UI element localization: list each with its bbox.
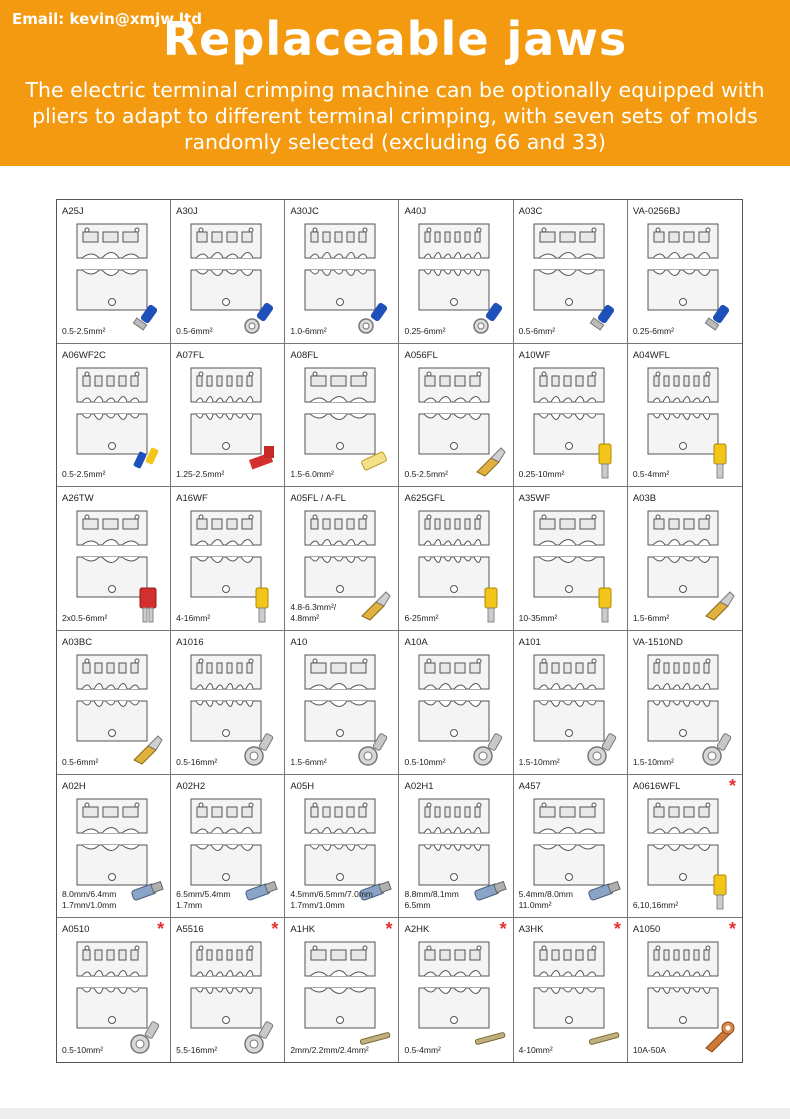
bnc-connector-icon: [242, 873, 280, 911]
jaw-cell: [628, 918, 742, 1062]
jaw-cell: [171, 487, 285, 631]
jaw-cell: [514, 200, 628, 344]
jaw-spec-label: 5.4mm/8.0mm 11.0mm²: [518, 889, 573, 911]
jaw-cell: [285, 631, 399, 775]
ring-lug-icon: [356, 730, 394, 768]
jaw-spec-label: 0.5-6mm²: [518, 325, 556, 336]
jaw-spec-label: 1.5-10mm²: [632, 756, 674, 767]
jaw-model-label: A3HK: [518, 924, 544, 936]
jaw-spec-label: 0.5-10mm²: [404, 756, 446, 767]
jaw-model-label: A05FL / A-FL: [290, 493, 346, 505]
jaw-model-label: A1050: [632, 924, 661, 936]
jaw-model-label: A10: [290, 637, 308, 648]
open-barrel-icon: [356, 586, 394, 624]
asterisk-mark-icon: *: [499, 919, 507, 940]
header-banner: [0, 0, 790, 166]
page-title: Replaceable jaws: [162, 12, 628, 66]
jaw-spec-label: 0.5-10mm²: [62, 1045, 104, 1055]
jaw-cell: [285, 200, 399, 344]
jaw-cell: [285, 344, 399, 488]
yellow-ferrule-icon: [585, 586, 623, 624]
jaw-cell: [514, 775, 628, 919]
bnc-connector-icon: [128, 873, 166, 911]
jaw-cell: [57, 775, 171, 919]
jaw-cell: [628, 775, 742, 919]
asterisk-mark-icon: *: [157, 919, 165, 940]
asterisk-mark-icon: *: [728, 919, 736, 940]
jaw-spec-label: 10-35mm²: [518, 613, 558, 623]
jaw-spec-label: 6.5mm/5.4mm 1.7mm: [176, 889, 231, 911]
jaw-cell: [57, 918, 171, 1062]
yellow-ferrule-icon: [242, 586, 280, 624]
jaw-model-label: VA-1510ND: [632, 637, 683, 648]
open-barrel-icon: [471, 442, 509, 480]
jaw-model-label: A30J: [176, 206, 198, 217]
jaw-model-label: A625GFL: [404, 493, 446, 505]
jaw-cell: [628, 631, 742, 775]
jaw-model-label: A2HK: [404, 924, 430, 936]
jaw-model-label: A05H: [290, 780, 315, 792]
jaw-spec-label: 4.8-6.3mm²/ 4.8mm²: [290, 602, 337, 623]
ring-lug-icon: [242, 730, 280, 768]
jaw-model-label: A06WF2C: [62, 349, 106, 361]
jaw-spec-label: 0.5-4mm²: [632, 469, 670, 480]
jaw-model-label: A03B: [632, 493, 657, 505]
jaw-cell: [628, 344, 742, 488]
jaw-model-label: A10WF: [518, 349, 551, 361]
jaw-spec-label: 10A-50A: [632, 1045, 666, 1055]
jaw-model-label: A457: [518, 780, 541, 792]
jaw-model-label: A0510: [62, 924, 90, 936]
ring-lug-icon: [585, 730, 623, 768]
blue-ring-icon: [471, 299, 509, 337]
jaw-spec-label: 8.8mm/8.1mm 6.5mm: [404, 889, 459, 911]
jaw-model-label: A08FL: [290, 349, 319, 361]
jaw-model-label: A1016: [176, 637, 204, 648]
jaw-spec-label: 1.5-6mm²: [632, 613, 670, 623]
jaw-spec-label: 6-25mm²: [404, 613, 439, 623]
jaw-cell: [514, 631, 628, 775]
red-flag-icon: [242, 442, 280, 480]
jaw-spec-label: 1.5-6mm²: [290, 756, 327, 767]
jaw-model-label: A0616WFL: [632, 780, 681, 792]
jaw-model-label: A03C: [518, 206, 543, 217]
jaw-model-label: A26TW: [62, 493, 94, 505]
jaw-spec-label: 1.5-10mm²: [518, 756, 560, 767]
jaw-spec-label: 0.5-4mm²: [404, 1045, 441, 1055]
jaw-model-label: A04WFL: [632, 349, 670, 361]
open-barrel-icon: [128, 730, 166, 768]
page-subtitle: The electric terminal crimping machine can be optionally equipped with pliers to adapt to different terminal crimping, with seven sets of molds randomly selected (excluding 66 and 33): [25, 78, 765, 154]
jaw-model-label: A056FL: [404, 349, 438, 361]
jaw-model-label: VA-0256BJ: [632, 206, 681, 217]
jaw-spec-label: 4.5mm/6.5mm/7.0mm 1.7mm/1.0mm: [290, 889, 373, 911]
jaw-spec-label: 0.25-10mm²: [518, 469, 565, 480]
jaw-cell: [57, 344, 171, 488]
jaw-spec-label: 0.5-2.5mm²: [62, 469, 106, 480]
blue-spade-icon: [585, 299, 623, 337]
jaw-spec-label: 5.5-16mm²: [176, 1045, 218, 1055]
jaw-cell: [628, 487, 742, 631]
jaw-model-label: A07FL: [176, 349, 205, 361]
jaw-cell: [57, 487, 171, 631]
footer-divider: [0, 1108, 790, 1119]
asterisk-mark-icon: *: [271, 919, 279, 940]
jaw-spec-label: 0.5-6mm²: [62, 756, 99, 767]
jaw-cell: [171, 200, 285, 344]
jaw-cell: [399, 918, 513, 1062]
ring-lug-icon: [700, 730, 738, 768]
jaw-cell: [57, 631, 171, 775]
jaw-cell: [285, 918, 399, 1062]
jaw-model-label: A10A: [404, 637, 428, 648]
jaw-spec-label: 1.5-6.0mm²: [290, 469, 334, 480]
asterisk-mark-icon: *: [728, 775, 736, 796]
asterisk-mark-icon: *: [613, 919, 621, 940]
jaw-cell: [57, 200, 171, 344]
jaw-spec-label: 8.0mm/6.4mm 1.7mm/1.0mm: [62, 889, 117, 911]
bnc-connector-icon: [585, 873, 623, 911]
jaw-spec-label: 0.5-6mm²: [176, 325, 213, 336]
jaw-model-label: A40J: [404, 206, 427, 217]
jaw-model-label: A5516: [176, 924, 204, 936]
jaw-cell: [514, 918, 628, 1062]
jaw-spec-label: 0.25-6mm²: [404, 325, 446, 336]
jaw-cell: [285, 775, 399, 919]
jaw-model-label: A35WF: [518, 493, 551, 505]
jaw-spec-label: 0.5-16mm²: [176, 756, 218, 767]
red-twin-ferrule-icon: [128, 586, 166, 624]
jaw-cell: [171, 918, 285, 1062]
pin-terminal-icon: [585, 1018, 623, 1056]
jaw-spec-label: 6,10,16mm²: [632, 900, 679, 911]
yellow-flag-icon: [356, 442, 394, 480]
blue-spade-icon: [128, 299, 166, 337]
asterisk-mark-icon: *: [385, 919, 393, 940]
jaw-model-label: A16WF: [176, 493, 208, 505]
jaw-spec-label: 4-10mm²: [518, 1045, 553, 1055]
jaw-spec-label: 0.5-2.5mm²: [404, 469, 448, 480]
jaw-model-label: A03BC: [62, 637, 93, 648]
jaw-cell: [399, 344, 513, 488]
bnc-connector-icon: [471, 873, 509, 911]
jaw-cell: [399, 775, 513, 919]
jaw-spec-label: 1.0-6mm²: [290, 325, 327, 336]
ring-lug-icon: [471, 730, 509, 768]
jaw-model-label: A02H: [62, 780, 86, 792]
jaw-cell: [399, 200, 513, 344]
ferrule-pair-icon: [128, 442, 166, 480]
contact-email: Email: kevin@xmjw.ltd: [12, 10, 202, 28]
jaw-spec-label: 0.25-6mm²: [632, 325, 674, 336]
jaw-cell: [399, 487, 513, 631]
jaw-cell: [514, 487, 628, 631]
pin-terminal-icon: [471, 1018, 509, 1056]
blue-ring-icon: [242, 299, 280, 337]
jaw-cell: [285, 487, 399, 631]
jaw-spec-label: 0.5-2.5mm²: [62, 325, 106, 336]
yellow-ferrule-icon: [700, 873, 738, 911]
ring-lug-icon: [128, 1018, 166, 1056]
jaw-model-label: A30JC: [290, 206, 319, 217]
jaw-spec-label: 1.25-2.5mm²: [176, 469, 225, 480]
jaw-model-label: A02H2: [176, 780, 206, 792]
jaw-catalog-grid: [56, 199, 743, 1063]
jaw-spec-label: 2x0.5-6mm²: [62, 613, 108, 623]
jaw-model-label: A101: [518, 637, 541, 648]
ring-lug-icon: [242, 1018, 280, 1056]
jaw-cell: [171, 775, 285, 919]
jaw-cell: [171, 631, 285, 775]
copper-lug-icon: [700, 1018, 738, 1056]
blue-spade-icon: [700, 299, 738, 337]
jaw-cell: [628, 200, 742, 344]
jaw-cell: [171, 344, 285, 488]
yellow-ferrule-icon: [700, 442, 738, 480]
jaw-cell: [514, 344, 628, 488]
yellow-ferrule-icon: [585, 442, 623, 480]
jaw-model-label: A1HK: [290, 924, 316, 936]
jaw-model-label: A25J: [62, 206, 84, 217]
jaw-model-label: A02H1: [404, 780, 434, 792]
blue-ring-icon: [356, 299, 394, 337]
jaw-spec-label: 2mm/2.2mm/2.4mm²: [290, 1045, 369, 1055]
yellow-ferrule-icon: [471, 586, 509, 624]
open-barrel-icon: [700, 586, 738, 624]
jaw-spec-label: 4-16mm²: [176, 613, 211, 623]
jaw-cell: [399, 631, 513, 775]
